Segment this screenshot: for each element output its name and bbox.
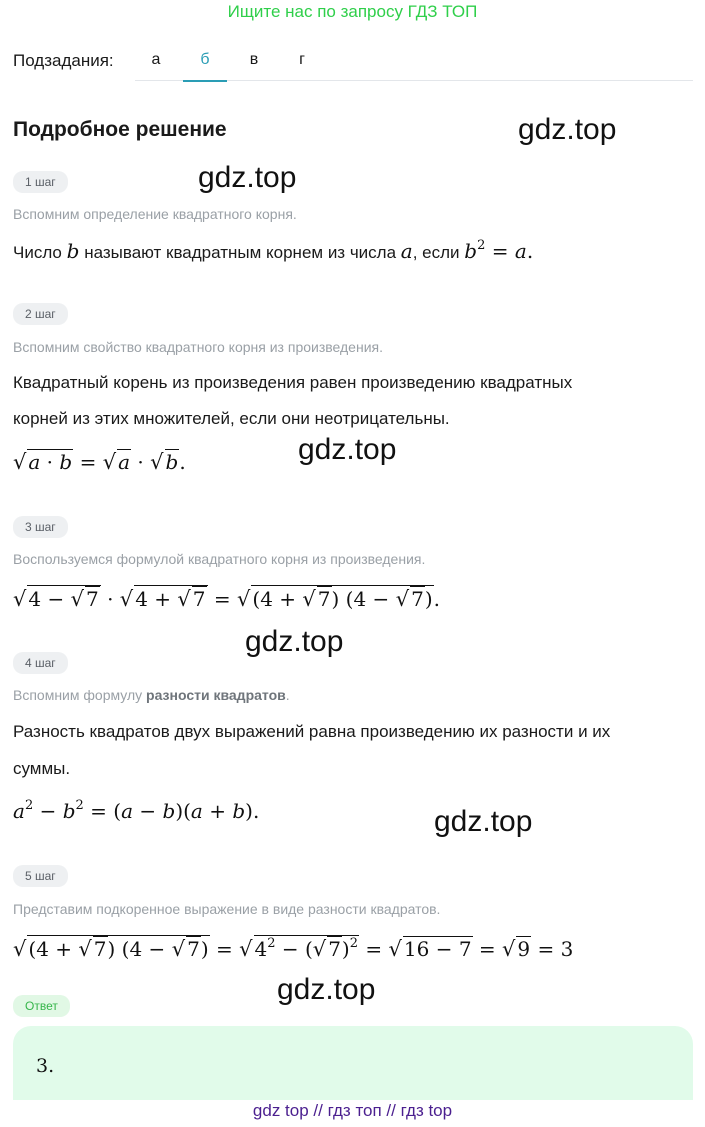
watermark: gdz.top [434,805,533,838]
formula: √ 4 − √ 7 · √ 4 + √ 7 = √ (4 + √ 7) (4 − √ 7). [13,587,440,611]
formula: √ (4 + √ 7) (4 − √ 7) = √ $4^2$ − (√ 7)$^2$ = √ 16 − 7 = √ 9 = 3 [13,936,574,961]
promo-banner: Ищите нас по запросу ГДЗ ТОП [227,2,478,21]
step-hint: Вспомним определение квадратного корня. [13,206,297,222]
step-text: суммы. [13,759,71,778]
step-badge: 4 шаг [13,652,68,674]
formula: √ a · b = √ a · √ b. [13,450,186,474]
step-text: Разность квадратов двух выражений равна произведению их разности и их [13,722,611,741]
step-hint: Вспомним формулу разности квадратов. [13,687,290,703]
watermark: gdz.top [245,625,344,658]
answer-box [13,1026,693,1100]
tab-b[interactable]: б [183,51,227,82]
watermark: gdz.top [198,161,297,194]
step-hint: Вспомним свойство квадратного корня из произведения. [13,339,383,355]
step-badge: 1 шаг [13,171,68,193]
step-hint: Представим подкоренное выражение в виде разности квадратов. [13,901,441,917]
step-badge: 2 шаг [13,303,68,325]
watermark: gdz.top [518,113,617,146]
footer-links[interactable]: gdz top // гдз топ // гдз top [252,1101,453,1120]
answer-value: 3. [36,1055,55,1077]
formula: $a^2 - b^2 = (a - b)(a + b)$. [13,798,260,823]
tab-g[interactable]: г [299,51,305,68]
answer-badge: Ответ [13,995,70,1017]
subtasks-label: Подзадания: [13,51,114,70]
watermark: gdz.top [277,973,376,1006]
step-hint: Воспользуемся формулой квадратного корня из произведения. [13,551,426,567]
step-text: Квадратный корень из произведения равен произведению квадратных [13,373,573,392]
watermark: gdz.top [298,433,397,466]
step-text: корней из этих множителей, если они неотрицательны. [13,409,450,428]
tab-a[interactable]: а [151,51,161,68]
step-badge: 3 шаг [13,516,68,538]
solution-title: Подробное решение [13,118,227,141]
step-badge: 5 шаг [13,865,68,887]
tab-v[interactable]: в [249,51,259,68]
step-text: Число b называют квадратным корнем из числа a, если $b^2 = a$. [13,238,534,263]
